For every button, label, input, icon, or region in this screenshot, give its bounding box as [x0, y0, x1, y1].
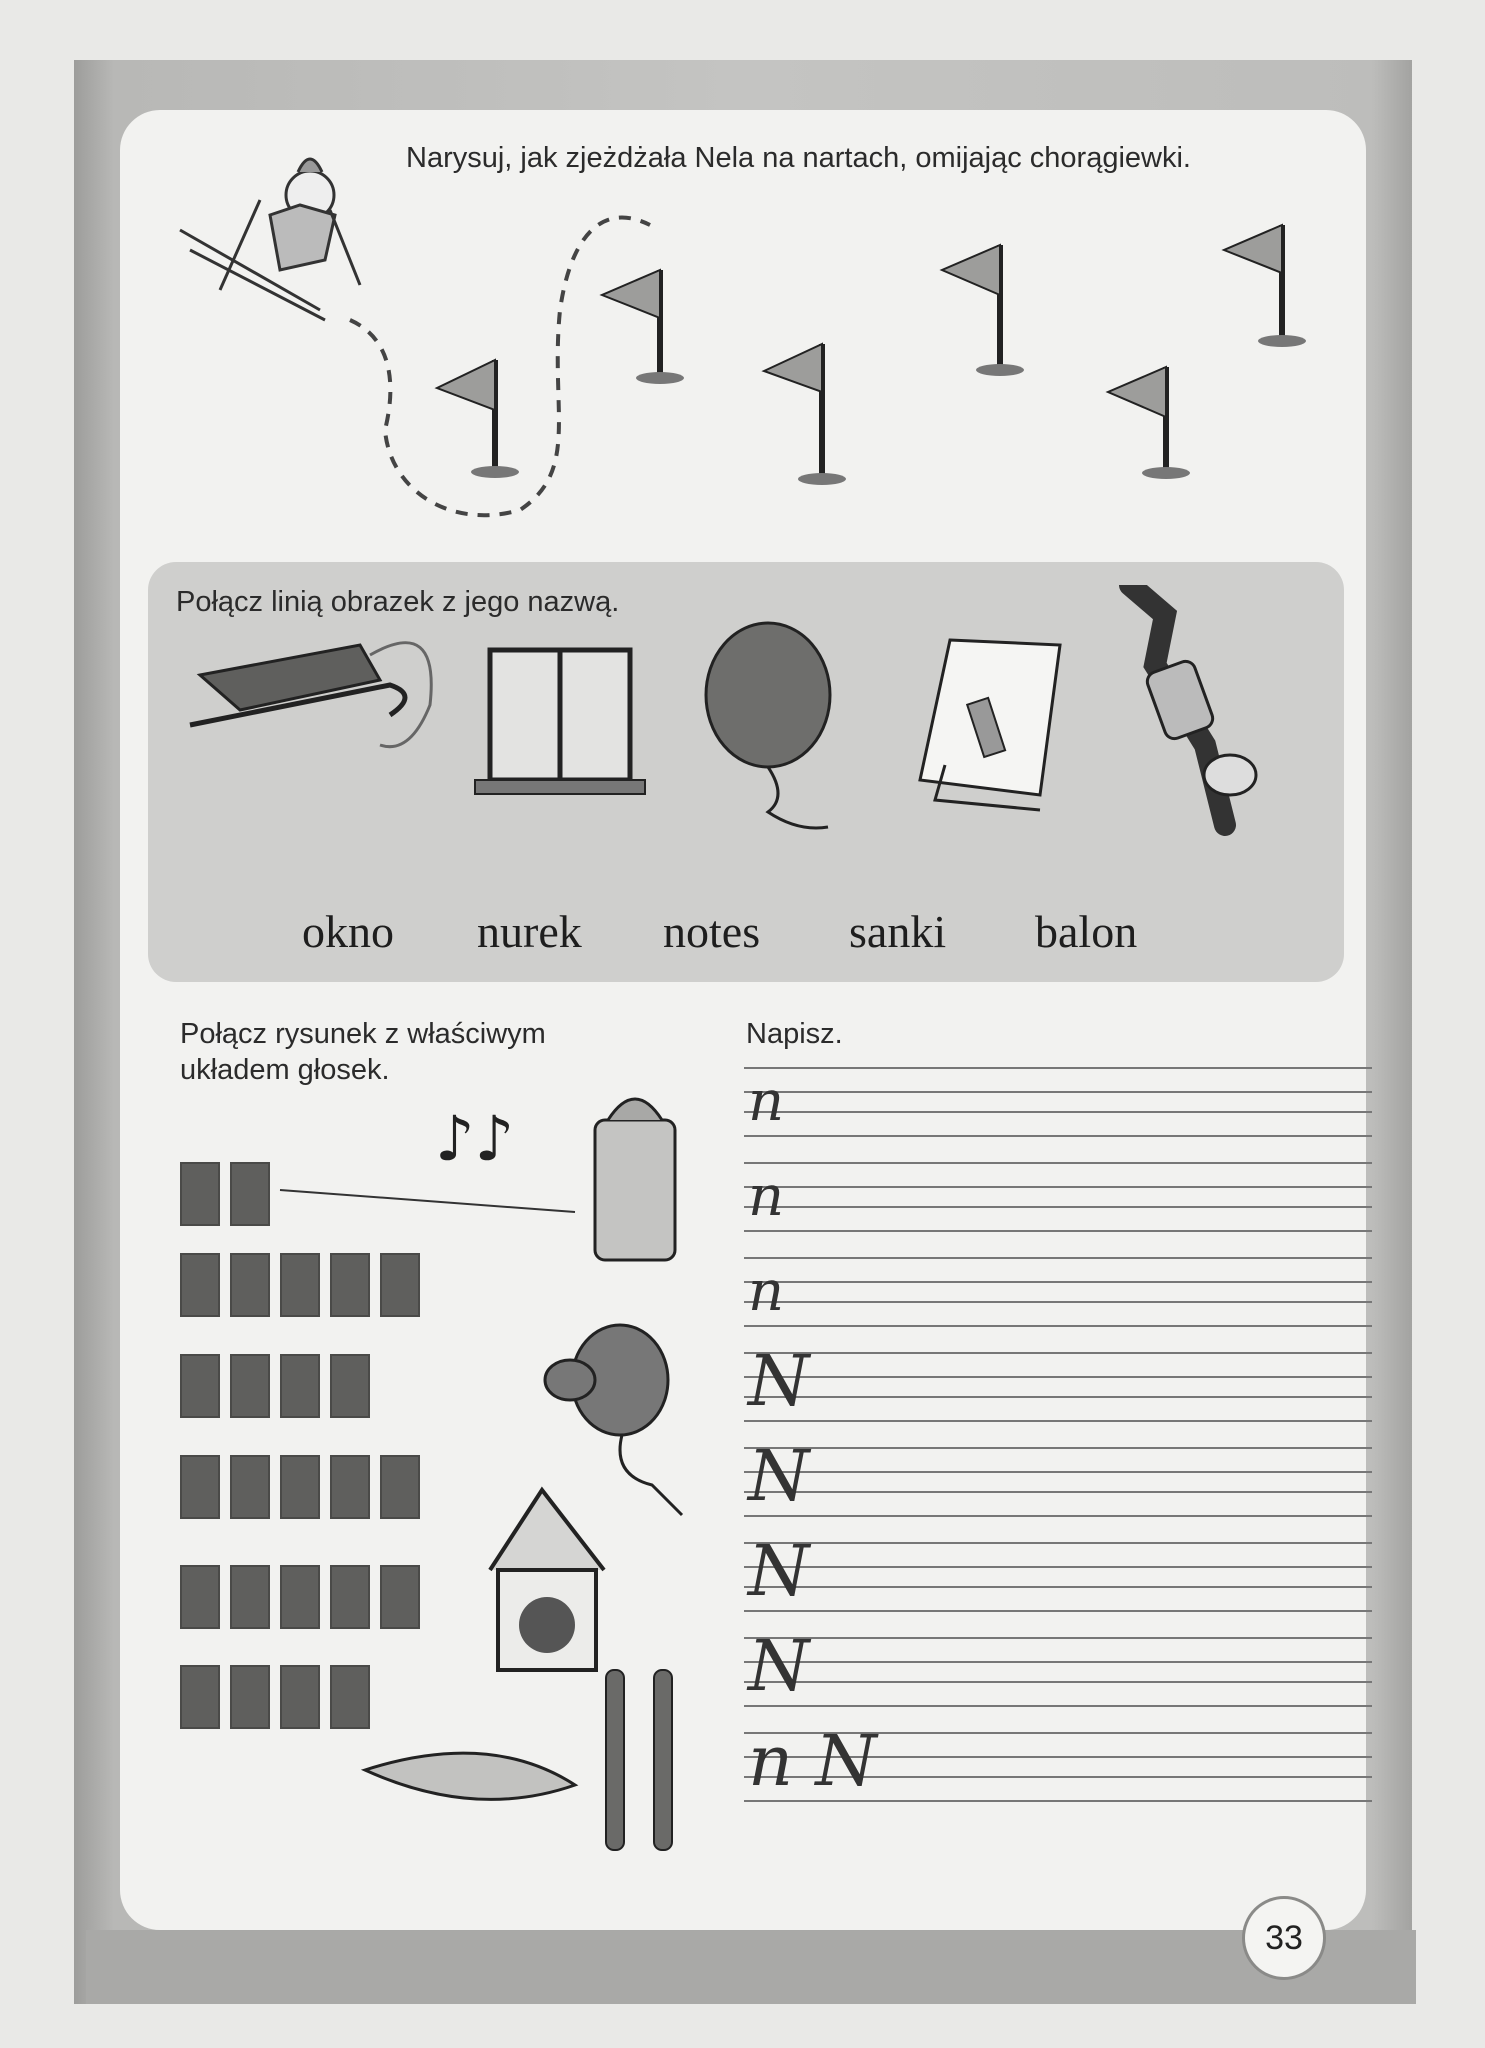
beehive-icon — [595, 1099, 675, 1260]
handwriting-row-4: N — [748, 1340, 810, 1422]
sound-tile — [180, 1565, 220, 1629]
handwriting-row-2: n — [748, 1164, 785, 1229]
svg-text:♪♪: ♪♪ — [435, 1102, 515, 1175]
sound-tile — [180, 1253, 220, 1317]
flag-icon — [437, 225, 1306, 485]
page-edge — [86, 1930, 1416, 2004]
instruction-skiing: Narysuj, jak zjeżdżała Nela na nartach, omijając chorągiewki. — [406, 142, 1191, 174]
word-okno: okno — [302, 906, 394, 957]
word-nurek: nurek — [477, 906, 582, 957]
sound-tile — [230, 1665, 270, 1729]
handwriting-row-5: N — [748, 1435, 810, 1517]
sound-tile — [230, 1455, 270, 1519]
sled-icon — [190, 643, 431, 747]
matching-pictures — [180, 585, 1310, 865]
mitten-balloon-icon — [545, 1325, 682, 1515]
tile-row — [180, 1162, 270, 1226]
handwriting-row-3: n — [748, 1259, 785, 1324]
sound-tile — [230, 1162, 270, 1226]
handwriting-row-7: N — [748, 1625, 810, 1707]
handwriting-area — [744, 1060, 1372, 1880]
word-sanki: sanki — [849, 906, 947, 957]
skiing-illustration — [150, 130, 1350, 530]
sound-tile — [230, 1354, 270, 1418]
sound-tile — [230, 1565, 270, 1629]
canoe-icon — [365, 1753, 575, 1799]
page-number: 33 — [1242, 1896, 1326, 1980]
instruction-sound-layout: Połącz rysunek z właściwym układem głosek. — [180, 1018, 546, 1086]
doghouse-icon — [490, 1490, 604, 1670]
sound-tile — [230, 1253, 270, 1317]
word-notes: notes — [663, 906, 761, 957]
sound-tile — [180, 1455, 220, 1519]
music-notes-icon — [435, 1102, 514, 1175]
skier-icon — [180, 159, 360, 320]
handwriting-row-8: n N — [748, 1720, 877, 1802]
skis-icon — [606, 1670, 672, 1850]
sound-tile — [180, 1665, 220, 1729]
notepad-icon — [920, 640, 1060, 810]
diver-icon — [1130, 585, 1256, 825]
writing-lines — [744, 1060, 1372, 1880]
sound-tile — [180, 1354, 220, 1418]
instruction-write: Napisz. — [746, 1018, 843, 1050]
window-icon — [475, 650, 645, 794]
word-balon: balon — [1035, 906, 1138, 957]
sound-tile — [180, 1162, 220, 1226]
handwriting-row-6: N — [748, 1530, 810, 1612]
balloon-icon — [706, 623, 830, 828]
sound-pictures — [270, 1080, 700, 1870]
handwriting-row-1: n — [748, 1069, 785, 1134]
instruction-matching: Połącz linią obrazek z jego nazwą. — [176, 586, 620, 618]
